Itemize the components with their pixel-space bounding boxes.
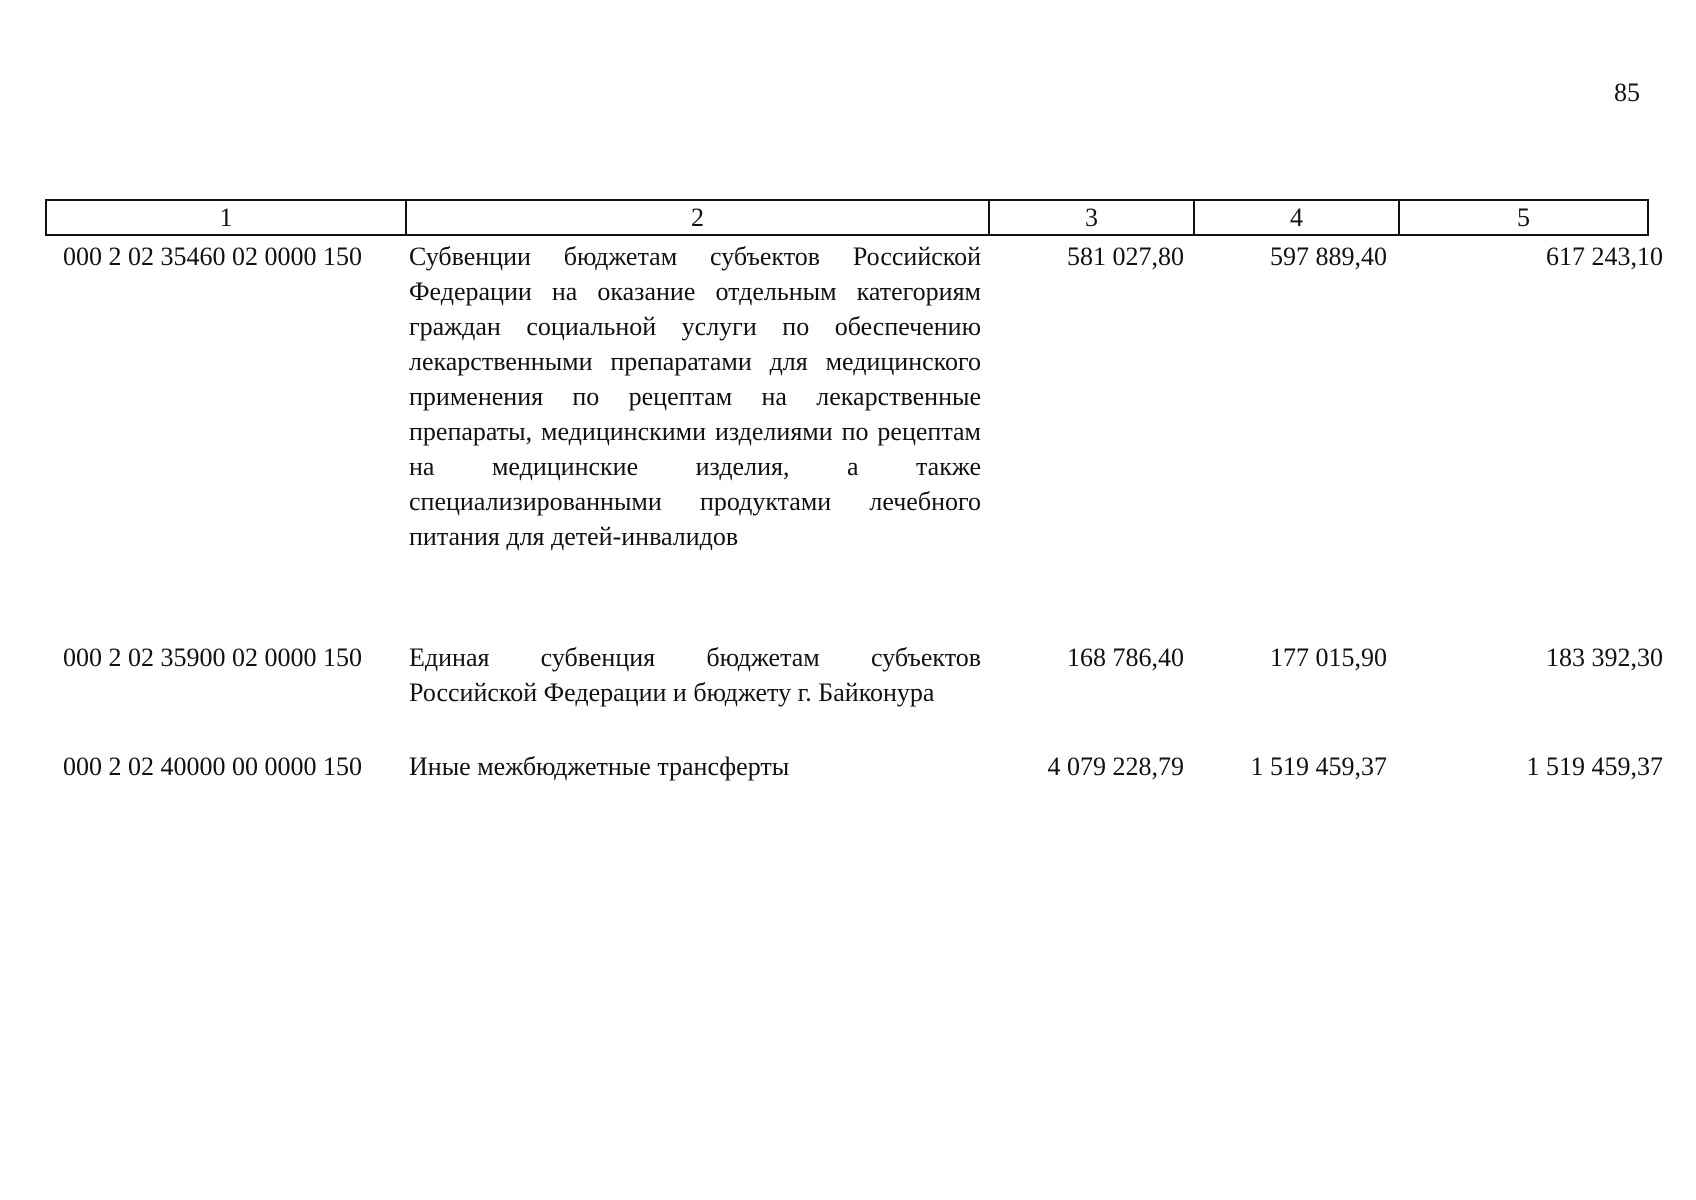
header-col-3: 3 (989, 200, 1194, 235)
row-name: Субвенции бюджетам субъектов Российской Федерации на оказание отдельным категориям граждан социальной услуги по обеспечению лекарственными препаратами для медицинского применения по рецептам на лекарственные препараты, медицинскими изделиями по рецептам на медицинские изделия, а также специализированными продуктами лечебного питания для детей-инвалидов (409, 242, 981, 551)
row-value-col5: 183 392,30 (1546, 643, 1663, 672)
row-name: Иные межбюджетные трансферты (409, 752, 790, 781)
row-code: 000 2 02 35460 02 0000 150 (63, 242, 362, 271)
row-value-col5: 617 243,10 (1546, 242, 1663, 271)
table-header (45, 199, 1649, 236)
page-number: 85 (1614, 78, 1640, 107)
row-value-col4: 177 015,90 (1270, 643, 1387, 672)
header-row (46, 200, 1648, 235)
row-name: Единая субвенция бюджетам субъектов Российской Федерации и бюджету г. Байконура (409, 643, 981, 707)
header-col-5: 5 (1399, 200, 1648, 235)
row-value-col5: 1 519 459,37 (1526, 752, 1663, 781)
row-value-col4: 597 889,40 (1270, 242, 1387, 271)
row-value-col3: 4 079 228,79 (1047, 752, 1184, 781)
header-col-4: 4 (1194, 200, 1399, 235)
row-value-col3: 168 786,40 (1067, 643, 1184, 672)
header-col-1: 1 (46, 200, 406, 235)
row-value-col4: 1 519 459,37 (1250, 752, 1387, 781)
row-code: 000 2 02 40000 00 0000 150 (63, 752, 362, 781)
header-col-2: 2 (406, 200, 989, 235)
row-value-col3: 581 027,80 (1067, 242, 1184, 271)
row-code: 000 2 02 35900 02 0000 150 (63, 643, 362, 672)
